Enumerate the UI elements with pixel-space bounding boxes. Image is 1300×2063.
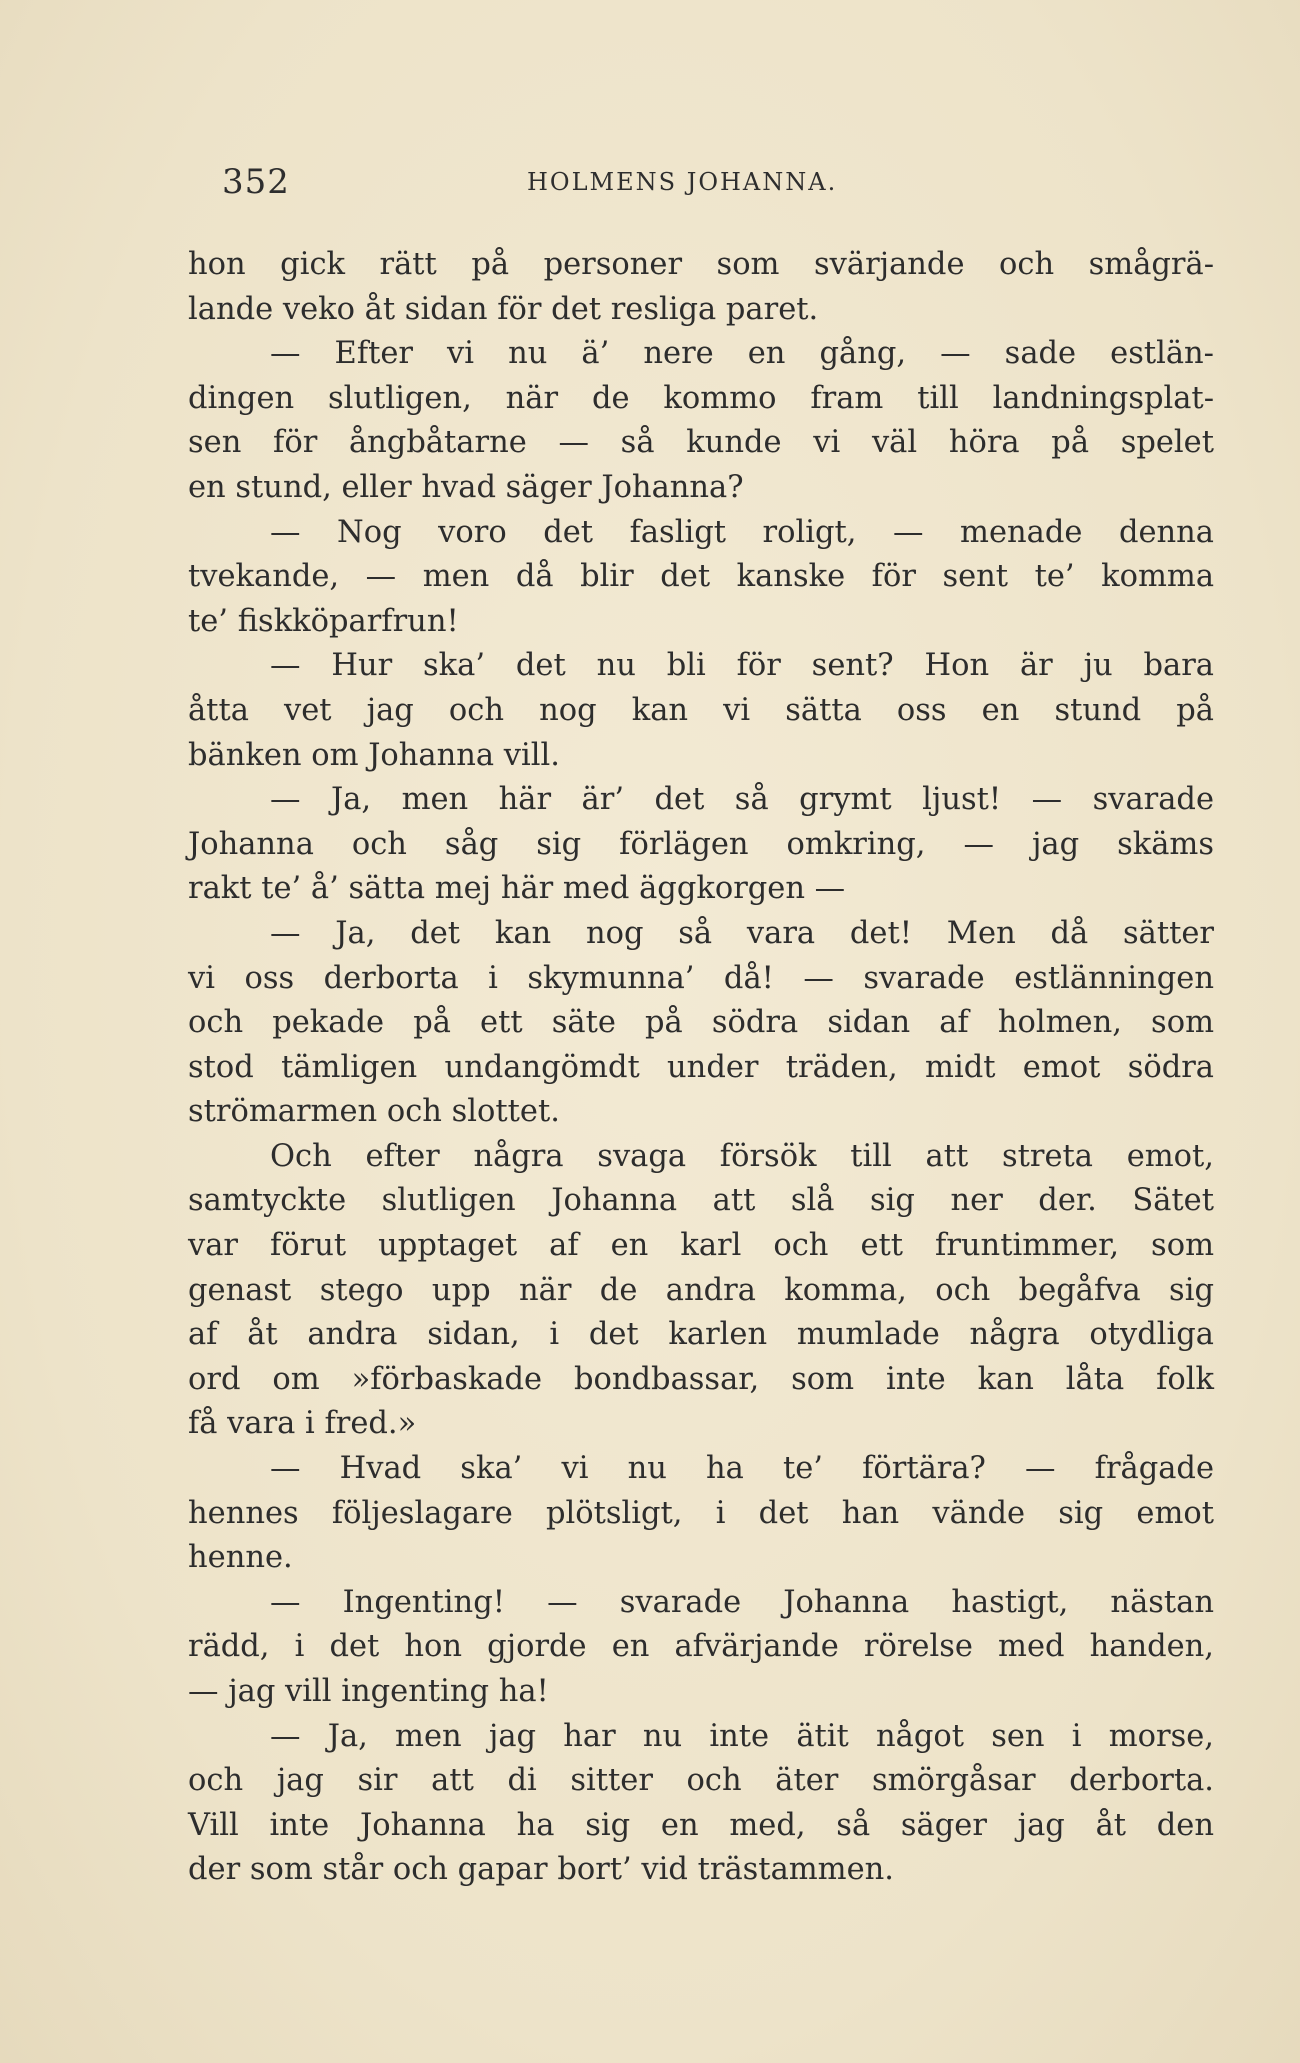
text-line: — Ingenting! — svarade Johanna hastigt, nästan xyxy=(270,1584,1214,1620)
text-line: — Hur ska’ det nu bli för sent? Hon är ju bara xyxy=(270,648,1214,684)
running-title: HOLMENS JOHANNA. xyxy=(527,168,838,196)
text-line: bänken om Johanna vill. xyxy=(188,737,560,773)
text-line: hon gick rätt på personer som svärjande och smågrä- xyxy=(188,247,1214,282)
text-line: lande veko åt sidan för det resliga paret. xyxy=(188,291,819,327)
text-line: en stund, eller hvad säger Johanna? xyxy=(188,469,744,505)
text-line: få vara i fred.» xyxy=(188,1406,417,1442)
text-line: var förut upptaget af en karl och ett fruntimmer, som xyxy=(188,1228,1214,1264)
text-line: rakt te’ å’ sätta mej här med äggkorgen — xyxy=(188,871,846,907)
text-line: der som står och gapar bort’ vid trästammen. xyxy=(188,1852,894,1888)
text-line: och pekade på ett säte på södra sidan af holmen, som xyxy=(188,1005,1214,1041)
text-line: samtyckte slutligen Johanna att slå sig ner der. Sätet xyxy=(188,1183,1214,1219)
text-line: och jag sir att di sitter och äter smörgåsar derborta. xyxy=(188,1763,1214,1799)
text-line: rädd, i det hon gjorde en afvärjande rörelse med handen, xyxy=(188,1629,1214,1665)
text-line: af åt andra sidan, i det karlen mumlade några otydliga xyxy=(188,1317,1214,1353)
body-text xyxy=(188,243,1214,1893)
text-line: strömarmen och slottet. xyxy=(188,1094,560,1130)
text-line: henne. xyxy=(188,1540,293,1576)
text-line: Vill inte Johanna ha sig en med, så säger jag åt den xyxy=(188,1807,1214,1843)
text-line: — Ja, det kan nog så vara det! Men då sätter xyxy=(270,915,1214,951)
page-number: 352 xyxy=(222,162,290,202)
text-line: vi oss derborta i skymunna’ då! — svarade estlänningen xyxy=(188,960,1214,996)
text-line: — Nog voro det fasligt roligt, — menade denna xyxy=(270,514,1214,550)
text-line: — Hvad ska’ vi nu ha te’ förtära? — frågade xyxy=(270,1451,1214,1487)
text-line: — Ja, men jag har nu inte ätit något sen i morse, xyxy=(270,1718,1214,1754)
text-line: Och efter några svaga försök till att streta emot, xyxy=(270,1138,1214,1174)
text-line: sen för ångbåtarne — så kunde vi väl höra på spelet xyxy=(188,425,1214,461)
text-line: — Efter vi nu ä’ nere en gång, — sade estlän- xyxy=(270,336,1214,372)
text-line: hennes följeslagare plötsligt, i det han vände sig emot xyxy=(188,1495,1214,1531)
text-line: — jag vill ingenting ha! xyxy=(188,1674,549,1709)
text-line: te’ fiskköparfrun! xyxy=(188,603,459,639)
text-line: ord om »förbaskade bondbassar, som inte kan låta folk xyxy=(188,1361,1214,1397)
page-header xyxy=(222,162,1022,212)
text-line: genast stego upp när de andra komma, och begåfva sig xyxy=(188,1272,1214,1308)
text-line: — Ja, men här är’ det så grymt ljust! — svarade xyxy=(270,782,1214,818)
text-line: dingen slutligen, när de kommo fram till landningsplat- xyxy=(188,380,1214,416)
text-line: stod tämligen undangömdt under träden, midt emot södra xyxy=(188,1049,1214,1085)
text-line: tvekande, — men då blir det kanske för sent te’ komma xyxy=(188,559,1214,595)
text-line: Johanna och såg sig förlägen omkring, — jag skäms xyxy=(188,826,1214,862)
text-line: åtta vet jag och nog kan vi sätta oss en stund på xyxy=(188,692,1214,728)
